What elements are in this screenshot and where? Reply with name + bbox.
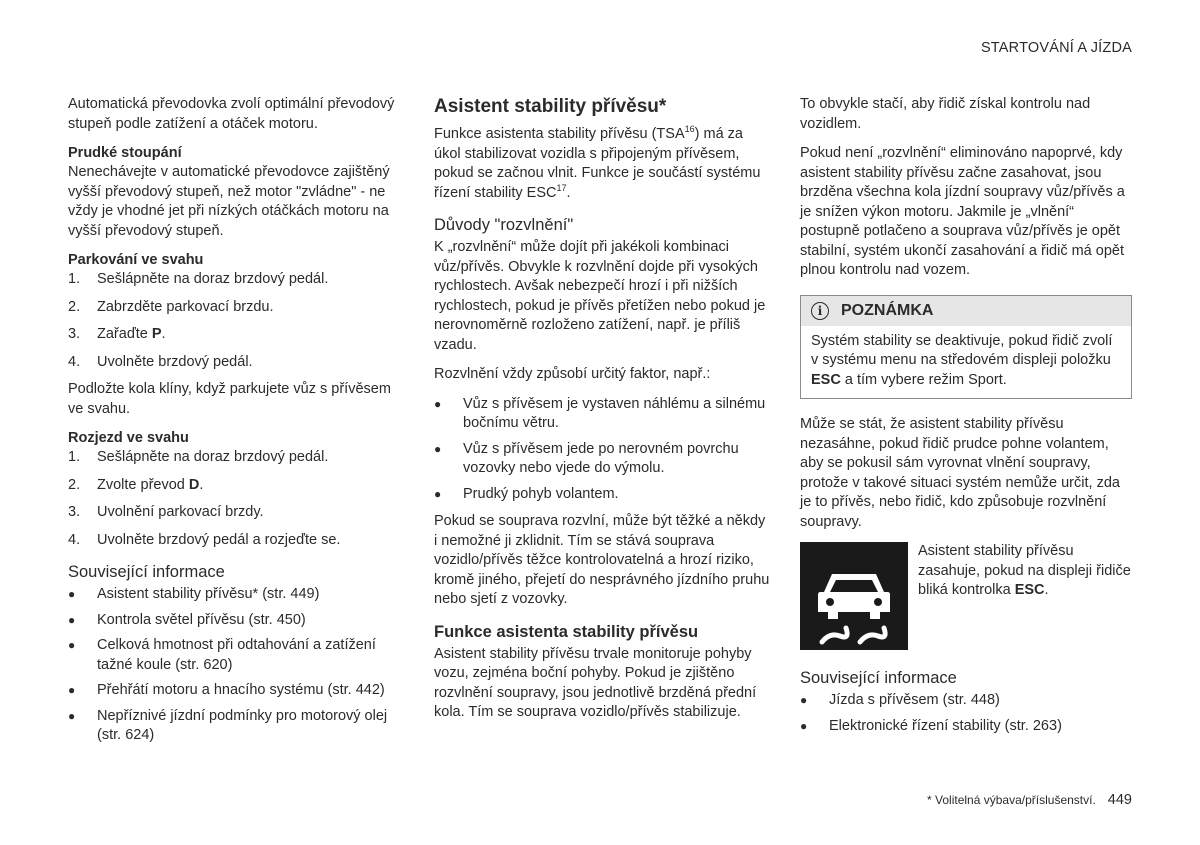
note-title: POZNÁMKA xyxy=(841,301,934,319)
related-links-2 xyxy=(800,691,1132,736)
parking-note: Podložte kola klíny, když parkujete vůz s přívěsem ve svahu. xyxy=(68,381,391,417)
page-footer xyxy=(927,792,1132,808)
steep-heading: Prudké stoupání xyxy=(68,145,182,161)
list-item: 4. Uvolněte brzdový pedál. xyxy=(68,353,253,370)
related-link[interactable]: ● Jízda s přívěsem (str. 448) xyxy=(800,692,1000,708)
column-middle xyxy=(434,95,772,733)
esc-warning-icon xyxy=(800,542,908,650)
related-heading-2: Související informace xyxy=(800,669,957,687)
function-paragraph: Asistent stability přívěsu trvale monitoruje pohyby vozu, zejména boční pohyby. Pokud je zjištěno rozvlnění soupravy, jsou jednotlivě brzděná přední kola. Tím se souprava vozidlo/přívěs stabilizuje. xyxy=(434,645,757,720)
esc-text: Asistent stability přívěsu zasahuje, pokud na displeji řidiče bliká kontrolka ESC. xyxy=(918,543,1131,598)
related-link[interactable]: ● Nepříznivé jízdní podmínky pro motorový olej (str. 624) xyxy=(68,707,388,743)
list-item: 2. Zabrzděte parkovací brzdu. xyxy=(68,298,274,315)
parking-heading: Parkování ve svahu xyxy=(68,252,204,268)
related-link[interactable]: ● Asistent stability přívěsu* (str. 449) xyxy=(68,586,320,602)
tsa-intro: Funkce asistenta stability přívěsu (TSA$^{16}$) má za úkol stabilizovat vozidla s připojeným přívěsem, pokud se začnou vlnit. Funkce je součástí systému řízení stability ESC$^{17}$. xyxy=(434,124,761,201)
info-icon: i xyxy=(811,302,829,320)
parking-steps xyxy=(68,270,406,372)
related-heading: Související informace xyxy=(68,563,225,581)
factor-paragraph: Rozvlnění vždy způsobí určitý faktor, např.: xyxy=(434,366,711,382)
start-heading: Rozjezd ve svahu xyxy=(68,430,189,446)
note-box xyxy=(800,295,1132,400)
related-link[interactable]: ● Kontrola světel přívěsu (str. 450) xyxy=(68,611,306,628)
intervention-paragraph: Pokud není „rozvlnění“ eliminováno napoprvé, kdy asistent stability přívěsu začne zasahovat, jsou brzděna všechna kola jízdní soupravy vůz/přívěs a je snížen výkon motoru. Jakmile je „vlnění“ postupně potlačeno a souprava vůz/přívěs je opět stabilní, systém ukončí zasahování a řidič má opět plnou kontrolu nad vozem. xyxy=(800,145,1125,278)
intro-paragraph: Automatická převodovka zvolí optimální převodový stupeň podle zatížení a otáček motoru. xyxy=(68,96,395,132)
related-link[interactable]: ● Elektronické řízení stability (str. 263) xyxy=(800,717,1062,734)
function-heading: Funkce asistenta stability přívěsu xyxy=(434,622,699,641)
reasons-heading: Důvody "rozvlnění" xyxy=(434,216,574,234)
note-header xyxy=(801,296,1131,326)
list-item: 1. Sešlápněte na doraz brzdový pedál. xyxy=(68,271,329,287)
list-item: 3. Zařaďte P. xyxy=(68,326,166,342)
control-paragraph: To obvykle stačí, aby řidič získal kontrolu nad vozidlem. xyxy=(800,96,1091,132)
list-item: ● Vůz s přívěsem jede po nerovném povrchu vozovky nebo vjede do výmolu. xyxy=(434,440,739,476)
factor-list xyxy=(434,395,772,505)
running-title: STARTOVÁNÍ A JÍZDA xyxy=(980,40,1132,56)
related-link[interactable]: ● Celková hmotnost při odtahování a zatížení tažné koule (str. 620) xyxy=(68,637,376,673)
page-number: 449 xyxy=(1107,792,1132,808)
column-left xyxy=(68,95,406,754)
danger-paragraph: Pokud se souprava rozvlní, může být těžké a někdy i nemožné ji zklidnit. Tím se stává souprava vozidlo/přívěs těžce kontrolovatelná a hrozí riziko, kromě jiného, přejetí do nesprávného jízdního pruhu nebo sjetí z vozovky. xyxy=(434,513,770,607)
reasons-paragraph: K „rozvlnění“ může dojít při jakékoli kombinaci vůz/přívěs. Obvykle k rozvlnění dojde při vysokých rychlostech. Avšak nebezpečí hrozí i při nižších rychlostech, pokud je přívěs přetížen nebo pokud je nerovnoměrně rozloženo zatížení, např. je příliš vzadu. xyxy=(434,239,766,353)
start-steps xyxy=(68,448,406,550)
list-item: 3. Uvolnění parkovací brzdy. xyxy=(68,504,264,520)
esc-indicator-row xyxy=(800,542,1132,650)
note-text: Systém stability se deaktivuje, pokud řidič zvolí v systému menu na středovém displeji položku ESC a tím vybere režim Sport. xyxy=(811,332,1113,388)
limitation-paragraph: Může se stát, že asistent stability přívěsu nezasáhne, pokud řidič prudce pohne volantem, aby se pokusil sám vyrovnat vlnění soupravy, protože v takové situaci systém nemůže určit, zda je to přívěs, nebo řidič, kdo způsobuje rozvlnění soupravy. xyxy=(800,416,1120,530)
list-item: 1. Sešlápněte na doraz brzdový pedál. xyxy=(68,449,329,465)
steep-paragraph: Nenechávejte v automatické převodovce zajištěný vyšší převodový stupeň, než motor "zvládne" - ne vždy je vhodné jet při nízkých otáčkách motoru na vyšší převodový stupeň. xyxy=(68,164,390,239)
note-body xyxy=(801,326,1131,399)
footnote: * Volitelná výbava/příslušenství. xyxy=(927,793,1096,807)
related-links xyxy=(68,585,406,746)
list-item: ● Prudký pohyb volantem. xyxy=(434,485,619,502)
related-link[interactable]: ● Přehřátí motoru a hnacího systému (str. 442) xyxy=(68,682,385,698)
section-title: Asistent stability přívěsu* xyxy=(434,96,667,117)
column-right xyxy=(800,95,1132,744)
list-item: 4. Uvolněte brzdový pedál a rozjeďte se. xyxy=(68,531,341,548)
list-item: ● Vůz s přívěsem je vystaven náhlému a silnému bočnímu větru. xyxy=(434,395,766,431)
list-item: 2. Zvolte převod D. xyxy=(68,476,204,493)
